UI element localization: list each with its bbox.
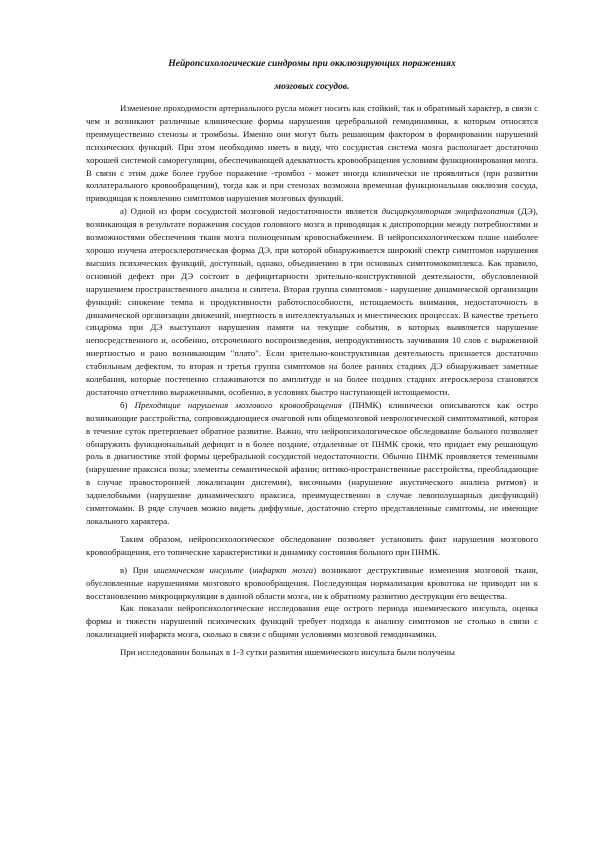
text-run: б): [120, 399, 135, 410]
italic-term: ишемическом инсульте: [153, 564, 244, 575]
document-title: [86, 52, 538, 98]
paragraph: [86, 533, 538, 559]
italic-term: инфаркт мозга: [252, 564, 314, 575]
text-run: ) возникают деструктивные изменения мозговой ткани, обусловленные нарушениями мозгового кровообращения. Последующая нормализация кровотока не приводит ни к восстановлению микроциркуляции в данной области мозга, ни к обратному развитию деструкции его вещества.: [86, 564, 538, 601]
text-run: (ПНМК) клинически описываются как остро возникающие расстройства, сопровождающиеся очаговой или общемозговой неврологической симптоматикой, которая в течение суток претерпевает обратное развитие. Важно, что нейропсихологическое обследование больного позволяет обнаружить функциональный дефицит и в более поздние, отдаленные от ПНМК сроки, что придает ему решающую роль в диагностике этой формы церебральной сосудистой недостаточности. Обычно ПНМК проявляется теменными (нарушение праксиса позы; элементы семантической афазии; оптико-пространственные расстройства, преобладающие в случае правосторонней локализации дисгемии), височными (нарушение акустического анализа ритмов) и заднелобными (нарушение динамического праксиса, преимущественно в случае левополушарных дисфункций) симптомами. В ряде случаев можно видеть диффузные, достаточно стерто представленные симптомы, не имеющие локального характера.: [86, 399, 538, 526]
text-run: (ДЭ), возникающая в результате поражения сосудов головного мозга и приводящая к диспропорции между потребностями и возможностями обеспечения тканя мозга полноценным кровоснабжением. В нейропсихологическом плане наиболее хорошо изучена атеросклеротическая форма ДЭ, при которой обнаруживается широкий спектр симптомов нарушения высших психических функций, доступный, однако, объединению в три основных симптомокомплекса. Как правило, основной дефект при ДЭ состоит в дефицитарности зрительно-конструктивной деятельности, обусловленной нарушением пространственного анализа и синтеза. Вторая группа симптомов - нарушение динамической организации функций: снижение темпа и продуктивности работоспособности, истощаемость внимания, недостаточность в динамической организации движений, инертность в интеллектуальных и мнестических процессах. В качестве третьего синдрома при ДЭ выступают нарушения памяти на текущие события, в которых выявляется нарушение непосредственного и, особенно, отсроченного воспроизведения, непродуктивность заучивания 10 слов с выраженной инертностью и рано возникающим "плато". Если зрительно-конструктивная деятельность признается достаточно стабильным дефектом, то вторая и третья группа симптомов на более ранних стадиях ДЭ обнаруживает заметные колебания, которые постепенно сглаживаются по амплитуде и на более поздних стадиях атеросклероза становятся достаточно отчетливо выраженными, особенно, в условиях быстро наступающей истощаемости.: [86, 206, 538, 397]
paragraph: [86, 564, 538, 603]
text-run: в) При: [120, 564, 154, 575]
text-run: При исследовании больных в 1-3 сутки развития ишемического инсульта были получены: [120, 647, 455, 658]
text-run: Изменение проходимости артериального русла может носить как стойкий, так и обратимый характер, в связи с чем и возникают различные клинические формы нарушения церебральной гемодинамики, к которым относятся преимущественно стенозы и тромбозы. Именно они могут быть решающим фактором в формировании нарушений психических функций. При этом необходимо иметь в виду, что сосудистая система мозга располагает достаточно хорошей системой саморегуляции, обеспечивающей адекватность кровообращения условиям функционирования мозга. В связи с этим даже более грубое поражение -тромбоз - может иногда клинически не проявляться (при развитии коллатерального кровообращения), тогда как и при стенозах возможна временная функциональная окклюзия сосуда, приводящая к появлению симптомов нарушения мозговых функций.: [86, 103, 538, 204]
text-run: (: [243, 564, 253, 575]
paragraph: [86, 399, 538, 528]
paragraph: [86, 602, 538, 641]
italic-term: дисциркуляторная энцефалопатия: [381, 206, 515, 217]
title-line-1: Нейропсихологические синдромы при окклюзирующих поражениях: [168, 58, 456, 69]
document-body: [86, 102, 538, 659]
text-run: Таким образом, нейропсихологическое обследование позволяет установить факт нарушения мозгового кровообращения, его топические характеристики и динамику состояния больного при ПНМК.: [86, 533, 538, 557]
title-line-2: мозговых сосудов.: [274, 81, 350, 92]
paragraph: [86, 205, 538, 399]
italic-term: Преходящие нарушения мозгового кровообращения: [134, 399, 342, 410]
text-run: Как показали нейропсихологические исследования еще острого периода ишемического инсульта, оценка формы и тяжести нарушений психических функций требует подхода к анализу симптомов не столько в связи с локализацией инфаркта мозга, сколько в связи с общими условиями мозговой гемодинамики.: [86, 603, 538, 640]
text-run: а) Одной из форм сосудистой мозговой недостаточности является: [120, 206, 382, 217]
paragraph: [86, 646, 538, 659]
paragraph: [86, 102, 538, 205]
